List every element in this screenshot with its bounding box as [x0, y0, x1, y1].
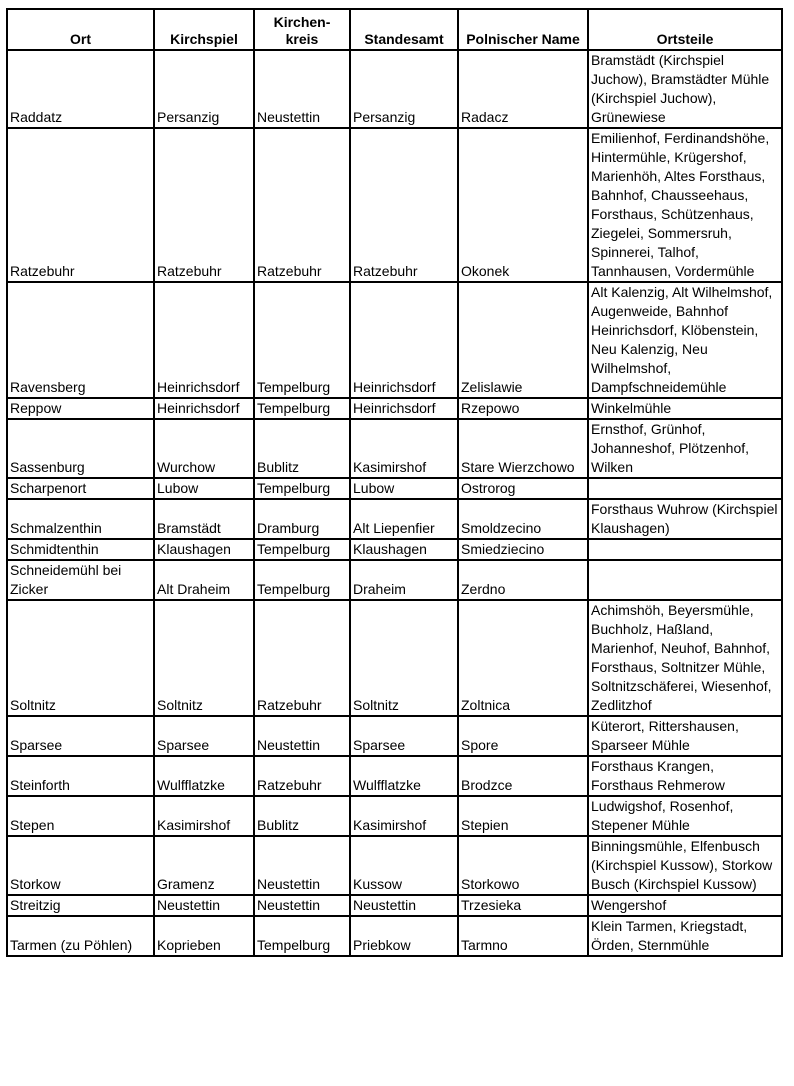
cell-polnischer-name: Stare Wierzchowo: [458, 419, 588, 478]
cell-kirchenkreis: Neustettin: [254, 836, 350, 895]
cell-ort: Scharpenort: [7, 478, 154, 499]
cell-ortsteile: [588, 539, 782, 560]
cell-polnischer-name: Spore: [458, 716, 588, 756]
cell-standesamt: Priebkow: [350, 916, 458, 956]
cell-ortsteile: [588, 478, 782, 499]
cell-kirchenkreis: Tempelburg: [254, 539, 350, 560]
cell-kirchspiel: Sparsee: [154, 716, 254, 756]
cell-standesamt: Persanzig: [350, 50, 458, 128]
cell-ort: Sparsee: [7, 716, 154, 756]
cell-kirchenkreis: Ratzebuhr: [254, 756, 350, 796]
table-row: [7, 796, 782, 836]
cell-kirchenkreis: Ratzebuhr: [254, 600, 350, 716]
cell-kirchenkreis: Bublitz: [254, 796, 350, 836]
cell-ort: Schneidemühl bei Zicker: [7, 560, 154, 600]
cell-kirchspiel: Soltnitz: [154, 600, 254, 716]
cell-kirchspiel: Wurchow: [154, 419, 254, 478]
table-row: [7, 836, 782, 895]
cell-ortsteile: Emilienhof, Ferdinandshöhe, Hintermühle, Krügershof, Marienhöh, Altes Forsthaus, Bahnhof, Chausseehaus, Forsthaus, Schützenhaus, Ziegelei, Sommersruh, Spinnerei, Talhof, Tannhausen, Vordermühle: [588, 128, 782, 282]
cell-kirchspiel: Alt Draheim: [154, 560, 254, 600]
table-row: [7, 419, 782, 478]
cell-ortsteile: Klein Tarmen, Kriegstadt, Örden, Sternmühle: [588, 916, 782, 956]
cell-ortsteile: Alt Kalenzig, Alt Wilhelmshof, Augenweide, Bahnhof Heinrichsdorf, Klöbenstein, Neu Kalenzig, Neu Wilhelmshof, Dampfschneidemühle: [588, 282, 782, 398]
cell-kirchspiel: Lubow: [154, 478, 254, 499]
cell-kirchspiel: Persanzig: [154, 50, 254, 128]
cell-polnischer-name: Okonek: [458, 128, 588, 282]
table-row: [7, 539, 782, 560]
cell-ort: Storkow: [7, 836, 154, 895]
cell-kirchenkreis: Neustettin: [254, 895, 350, 916]
cell-ort: Sassenburg: [7, 419, 154, 478]
cell-ort: Ratzebuhr: [7, 128, 154, 282]
cell-standesamt: Kussow: [350, 836, 458, 895]
cell-ortsteile: Binningsmühle, Elfenbusch (Kirchspiel Kussow), Storkow Busch (Kirchspiel Kussow): [588, 836, 782, 895]
header-row: [7, 9, 782, 50]
cell-kirchspiel: Neustettin: [154, 895, 254, 916]
cell-polnischer-name: Brodzce: [458, 756, 588, 796]
header-kirchenkreis: Kirchen- kreis: [254, 9, 350, 50]
cell-standesamt: Alt Liepenfier: [350, 499, 458, 539]
cell-ortsteile: Küterort, Rittershausen, Sparseer Mühle: [588, 716, 782, 756]
cell-standesamt: Klaushagen: [350, 539, 458, 560]
cell-ortsteile: Ludwigshof, Rosenhof, Stepener Mühle: [588, 796, 782, 836]
cell-polnischer-name: Smiedziecino: [458, 539, 588, 560]
table-row: [7, 756, 782, 796]
cell-standesamt: Kasimirshof: [350, 419, 458, 478]
cell-polnischer-name: Smoldzecino: [458, 499, 588, 539]
cell-kirchenkreis: Ratzebuhr: [254, 128, 350, 282]
table-row: [7, 600, 782, 716]
cell-ort: Schmidtenthin: [7, 539, 154, 560]
cell-polnischer-name: Zerdno: [458, 560, 588, 600]
cell-kirchspiel: Klaushagen: [154, 539, 254, 560]
cell-polnischer-name: Trzesieka: [458, 895, 588, 916]
cell-kirchenkreis: Tempelburg: [254, 478, 350, 499]
cell-standesamt: Wulfflatzke: [350, 756, 458, 796]
header-kirchspiel: Kirchspiel: [154, 9, 254, 50]
table-row: [7, 282, 782, 398]
cell-ort: Raddatz: [7, 50, 154, 128]
cell-kirchenkreis: Tempelburg: [254, 916, 350, 956]
cell-ort: Tarmen (zu Pöhlen): [7, 916, 154, 956]
cell-polnischer-name: Zoltnica: [458, 600, 588, 716]
cell-ort: Reppow: [7, 398, 154, 419]
cell-kirchenkreis: Neustettin: [254, 716, 350, 756]
header-ort: Ort: [7, 9, 154, 50]
cell-polnischer-name: Storkowo: [458, 836, 588, 895]
cell-ort: Steinforth: [7, 756, 154, 796]
cell-ortsteile: Winkelmühle: [588, 398, 782, 419]
cell-standesamt: Lubow: [350, 478, 458, 499]
table-row: [7, 50, 782, 128]
cell-polnischer-name: Tarmno: [458, 916, 588, 956]
cell-kirchspiel: Koprieben: [154, 916, 254, 956]
cell-standesamt: Kasimirshof: [350, 796, 458, 836]
cell-polnischer-name: Radacz: [458, 50, 588, 128]
cell-kirchenkreis: Neustettin: [254, 50, 350, 128]
cell-ortsteile: Forsthaus Wuhrow (Kirchspiel Klaushagen): [588, 499, 782, 539]
header-polnischer-name: Polnischer Name: [458, 9, 588, 50]
cell-ortsteile: Forsthaus Krangen, Forsthaus Rehmerow: [588, 756, 782, 796]
cell-polnischer-name: Stepien: [458, 796, 588, 836]
cell-ortsteile: Bramstädt (Kirchspiel Juchow), Bramstädter Mühle (Kirchspiel Juchow), Grünewiese: [588, 50, 782, 128]
table-row: [7, 478, 782, 499]
cell-kirchspiel: Gramenz: [154, 836, 254, 895]
table-row: [7, 716, 782, 756]
cell-standesamt: Soltnitz: [350, 600, 458, 716]
cell-kirchenkreis: Tempelburg: [254, 398, 350, 419]
cell-standesamt: Heinrichsdorf: [350, 282, 458, 398]
cell-ortsteile: Achimshöh, Beyersmühle, Buchholz, Haßland, Marienhof, Neuhof, Bahnhof, Forsthaus, Soltnitzer Mühle, Soltnitzschäferei, Wiesenhof, Zedlitzhof: [588, 600, 782, 716]
cell-polnischer-name: Zelislawie: [458, 282, 588, 398]
cell-ort: Schmalzenthin: [7, 499, 154, 539]
cell-kirchspiel: Heinrichsdorf: [154, 398, 254, 419]
table-row: [7, 128, 782, 282]
cell-kirchenkreis: Bublitz: [254, 419, 350, 478]
table-row: [7, 398, 782, 419]
cell-ortsteile: Wengershof: [588, 895, 782, 916]
cell-standesamt: Ratzebuhr: [350, 128, 458, 282]
cell-ortsteile: Ernsthof, Grünhof, Johanneshof, Plötzenhof, Wilken: [588, 419, 782, 478]
cell-kirchspiel: Bramstädt: [154, 499, 254, 539]
table-row: [7, 560, 782, 600]
place-table: [6, 8, 783, 957]
cell-polnischer-name: Rzepowo: [458, 398, 588, 419]
cell-polnischer-name: Ostrorog: [458, 478, 588, 499]
header-standesamt: Standesamt: [350, 9, 458, 50]
cell-kirchenkreis: Tempelburg: [254, 560, 350, 600]
cell-kirchenkreis: Tempelburg: [254, 282, 350, 398]
cell-kirchspiel: Ratzebuhr: [154, 128, 254, 282]
cell-standesamt: Neustettin: [350, 895, 458, 916]
table-row: [7, 895, 782, 916]
cell-standesamt: Draheim: [350, 560, 458, 600]
table-row: [7, 499, 782, 539]
cell-ortsteile: [588, 560, 782, 600]
cell-ort: Streitzig: [7, 895, 154, 916]
cell-standesamt: Sparsee: [350, 716, 458, 756]
cell-ort: Stepen: [7, 796, 154, 836]
cell-standesamt: Heinrichsdorf: [350, 398, 458, 419]
cell-kirchspiel: Heinrichsdorf: [154, 282, 254, 398]
cell-kirchspiel: Wulfflatzke: [154, 756, 254, 796]
cell-ort: Soltnitz: [7, 600, 154, 716]
table-body: [7, 50, 782, 956]
table-row: [7, 916, 782, 956]
cell-ort: Ravensberg: [7, 282, 154, 398]
cell-kirchspiel: Kasimirshof: [154, 796, 254, 836]
cell-kirchenkreis: Dramburg: [254, 499, 350, 539]
header-ortsteile: Ortsteile: [588, 9, 782, 50]
